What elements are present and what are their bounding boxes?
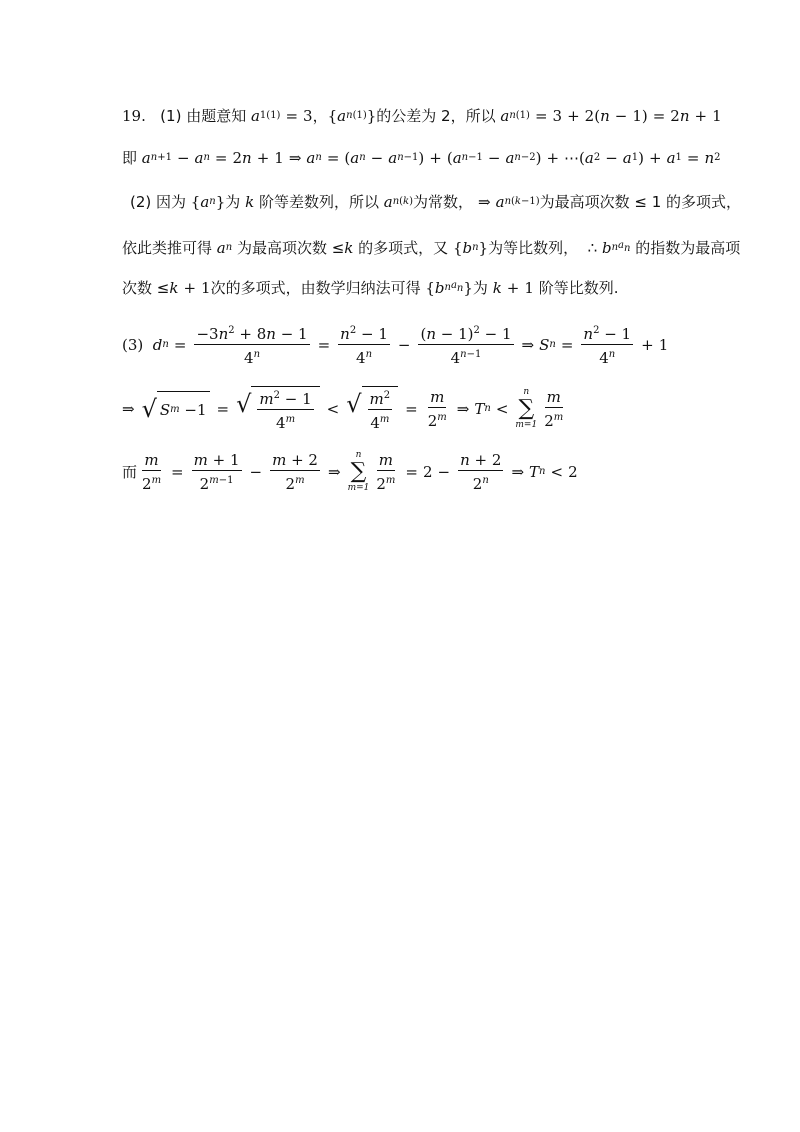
solution-line-1: 19. (1) 由题意知 a 1 (1) = 3 ， { a n (1) } 的公差为 2，所以 a n (1) = 3 + 2( n − 1) = 2 n + 1 <box>122 107 722 125</box>
solution-line-2: 即 a n+1 − a n = 2 n + 1 ⇒ a n = ( a n − a n−1 ) + ( a n−1 − a n−2 ) + ⋯( a 2 − a 1 ) + a 1 = n 2 <box>122 149 721 167</box>
solution-line-3: (2) 因为 { a n } 为 k 阶等差数列，所以 a n (k) 为常数， ⇒ a n (k−1) 为最高项次数 ≤ 1 的多项式， <box>130 193 742 211</box>
solution-line-7: ⇒ √ S m −1 = √ $\frac{m^2 - 1}{4^m}$ < √ $\frac{m^2}{4^m}$ = $\frac{m}{2^m}$ ⇒ T n < n ∑ m=1 $\frac{m}{2^m}$ <box>122 387 564 432</box>
solution-line-6: (3) d n = $\frac{-3n^2 + 8n - 1}{4^n}$ = $\frac{n^2 - 1}{4^n}$ − $\frac{(n - 1)^2 - 1}{4^{n-1}}$ ⇒ S n = $\frac{n^2 - 1}{4^n}$ + 1 <box>122 322 668 367</box>
solution-line-8: 而 $\frac{m}{2^m}$ = $\frac{m + 1}{2^{m-1}}$ − $\frac{m + 2}{2^m}$ ⇒ n ∑ m=1 $\frac{m}{2^m}$ = 2 − $\frac{n + 2}{2^n}$ ⇒ T n < 2 <box>122 450 578 493</box>
problem-number: 19. <box>122 107 161 125</box>
solution-line-4: 依此类推可得 a n 为最高项次数 ≤ k 的多项式，又 { b n } 为等比数列， ∴ b n $a_n$ 的指数为最高项 <box>122 238 741 257</box>
solution-line-5: 次数 ≤ k + 1 次的多项式，由数学归纳法可得 { b n $a_n$ } 为 k + 1 阶等比数列. <box>122 278 619 297</box>
